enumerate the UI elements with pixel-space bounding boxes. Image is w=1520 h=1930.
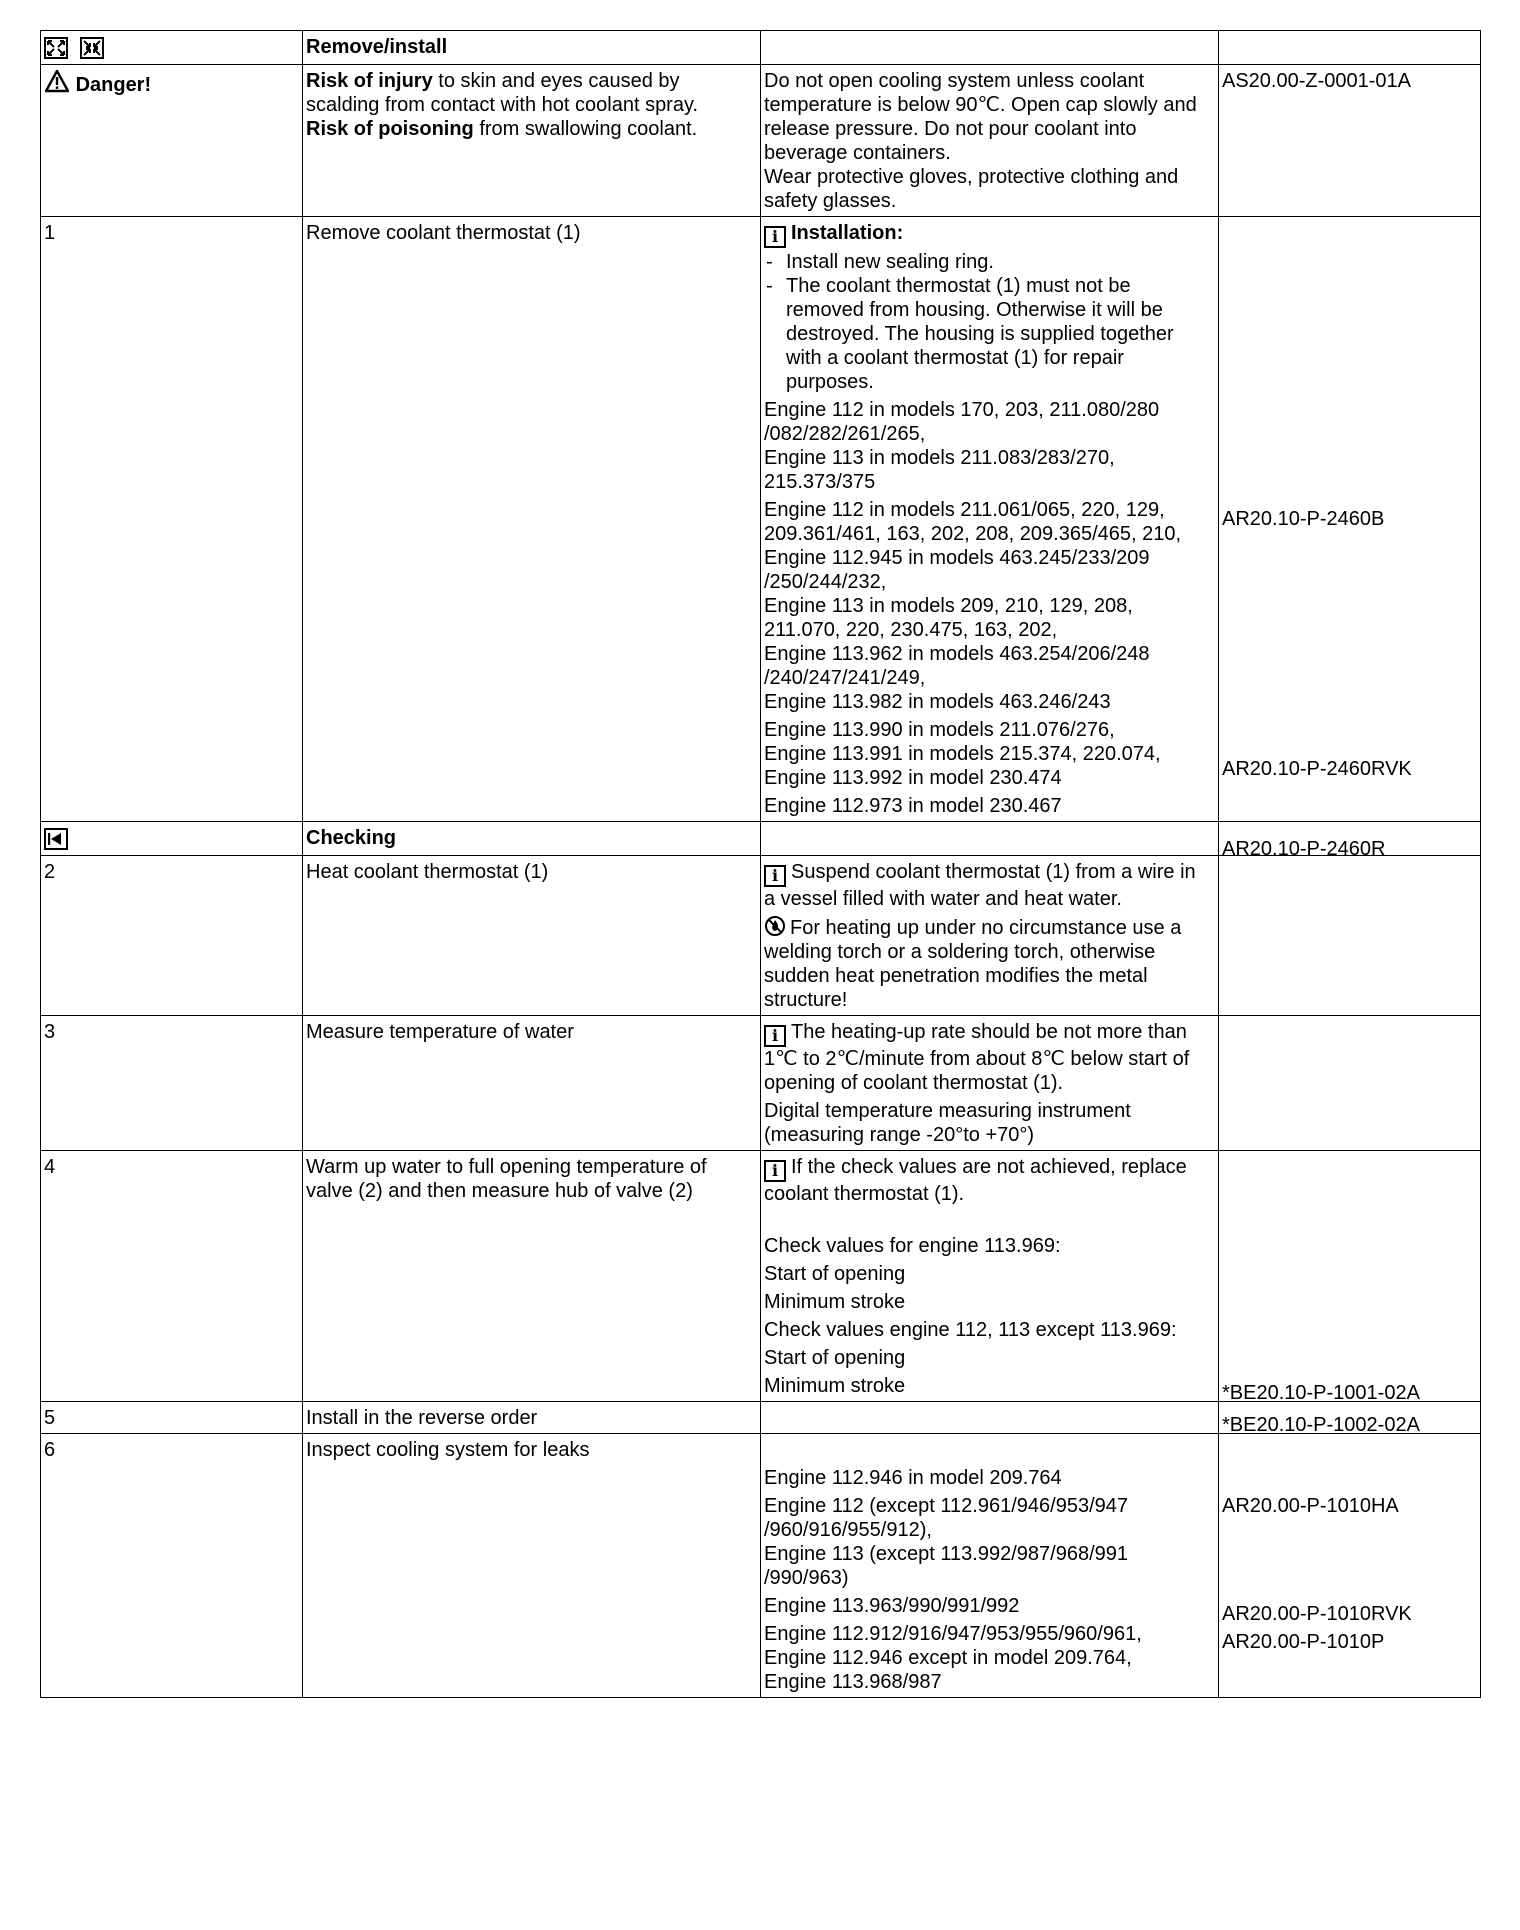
risk-injury-text: to skin and eyes caused by scalding from contact with hot coolant spray. xyxy=(306,70,699,116)
check-start-opening: Start of opening xyxy=(764,1263,906,1285)
header-empty-2 xyxy=(1219,31,1481,65)
step-note: Suspend coolant thermostat (1) from a wire in a vessel filled with water and heat water. xyxy=(764,861,1196,910)
engine-group xyxy=(764,398,1212,494)
danger-ppe: Wear protective gloves, protective clothing and safety glasses. xyxy=(764,166,1179,212)
step-number: 4 xyxy=(41,1151,303,1402)
danger-ref: AS20.00-Z-0001-01A xyxy=(1219,65,1481,217)
danger-label: Danger! xyxy=(75,74,152,96)
engine-line: Engine 112.945 in models 463.245/233/209 /250/244/232, xyxy=(764,547,1150,593)
risk-poisoning-text: from swallowing coolant. xyxy=(473,118,698,140)
risk-injury-label: Risk of injury xyxy=(306,70,433,92)
doc-ref: *BE20.10-P-1001-02A xyxy=(1222,1382,1420,1404)
doc-ref: AR20.00-P-1010RVK xyxy=(1222,1603,1412,1625)
step-note: The heating-up rate should be not more than 1℃ to 2℃/minute from about 8℃ below start of opening of coolant thermostat (1). xyxy=(764,1021,1190,1094)
step-number: 1 xyxy=(41,217,303,822)
step-3-row xyxy=(41,1016,1481,1151)
installation-list xyxy=(764,250,1212,394)
danger-instructions: Do not open cooling system unless coolant temperature is below 90℃. Open cap slowly and release pressure. Do not pour coolant into beverage containers. xyxy=(764,70,1197,164)
step-6-refs xyxy=(1219,1434,1481,1698)
procedure-table xyxy=(40,30,1481,1698)
engine-group xyxy=(764,1466,1212,1490)
danger-row xyxy=(41,65,1481,217)
step-number: 6 xyxy=(41,1434,303,1698)
engine-line: Engine 113.992 in model 230.474 xyxy=(764,767,1062,789)
engine-line: Engine 112 in models 211.061/065, 220, 129, 209.361/461, 163, 202, 208, 209.365/465, 210, xyxy=(764,499,1182,545)
check-start-opening: Start of opening xyxy=(764,1347,906,1369)
doc-ref: AR20.10-P-2460R xyxy=(1222,838,1386,860)
engine-line: Engine 113 in models 211.083/283/270, 215.373/375 xyxy=(764,447,1115,493)
doc-ref: AR20.10-P-2460RVK xyxy=(1222,758,1412,780)
danger-label-cell xyxy=(41,65,303,217)
engine-group xyxy=(764,1594,1212,1618)
checking-icon-cell xyxy=(41,822,303,856)
danger-risk-cell xyxy=(303,65,761,217)
step-note: If the check values are not achieved, replace coolant thermostat (1). xyxy=(764,1156,1187,1205)
step-number: 2 xyxy=(41,856,303,1016)
engine-line: Engine 113.990 in models 211.076/276, xyxy=(764,719,1115,741)
danger-instructions-cell xyxy=(761,65,1219,217)
step-action: Warm up water to full opening temperature of valve (2) and then measure hub of valve (2) xyxy=(303,1151,761,1402)
risk-poisoning-label: Risk of poisoning xyxy=(306,118,474,140)
info-icon: i xyxy=(764,1025,786,1047)
step-6-row xyxy=(41,1434,1481,1698)
step-warning: For heating up under no circumstance use a welding torch or a soldering torch, otherwise sudden heat penetration modifies the metal structure! xyxy=(764,917,1182,1011)
engine-line: Engine 112 in models 170, 203, 211.080/280 /082/282/261/265, xyxy=(764,399,1160,445)
engine-line: Engine 112 (except 112.961/946/953/947 /960/916/955/912), xyxy=(764,1495,1129,1541)
engine-line: Engine 113 in models 209, 210, 129, 208, 211.070, 220, 230.475, 163, 202, xyxy=(764,595,1133,641)
header-icons-cell xyxy=(41,31,303,65)
step-action: Install in the reverse order xyxy=(303,1402,761,1434)
step-1-notes xyxy=(761,217,1219,822)
step-2-refs xyxy=(1219,856,1481,1016)
header-row xyxy=(41,31,1481,65)
header-title: Remove/install xyxy=(303,31,761,65)
engine-line: Engine 113.982 in models 463.246/243 xyxy=(764,691,1111,713)
step-4-row xyxy=(41,1151,1481,1402)
step-1-refs xyxy=(1219,217,1481,860)
measuring-tool: Digital temperature measuring instrument (measuring range -20°to +70°) xyxy=(764,1100,1131,1146)
doc-ref: AR20.10-P-2460B xyxy=(1222,508,1385,530)
step-3-notes xyxy=(761,1016,1219,1151)
list-item: - The coolant thermostat (1) must not be removed from housing. Otherwise it will be destroyed. The housing is supplied together with a coolant thermostat (1) for repair purposes. xyxy=(764,274,1212,394)
step-action: Heat coolant thermostat (1) xyxy=(303,856,761,1016)
engine-line: Engine 113.963/990/991/992 xyxy=(764,1595,1020,1617)
engine-group xyxy=(764,718,1212,790)
check-minimum-stroke: Minimum stroke xyxy=(764,1375,906,1397)
warning-triangle-icon xyxy=(44,69,70,93)
step-action: Remove coolant thermostat (1) xyxy=(303,217,761,822)
engine-line: Engine 113.968/987 xyxy=(764,1671,942,1693)
info-icon: i xyxy=(764,1160,786,1182)
doc-ref: AR20.00-P-1010P xyxy=(1222,1631,1385,1653)
step-1-row xyxy=(41,217,1481,822)
step-4-refs xyxy=(1219,1151,1481,1436)
doc-ref: *BE20.10-P-1002-02A xyxy=(1222,1414,1420,1436)
engine-line: Engine 112.973 in model 230.467 xyxy=(764,795,1062,817)
engine-group xyxy=(764,1622,1212,1694)
check-minimum-stroke: Minimum stroke xyxy=(764,1291,906,1313)
info-icon: i xyxy=(764,226,786,248)
list-item: - Install new sealing ring. xyxy=(764,250,1212,274)
step-number: 3 xyxy=(41,1016,303,1151)
engine-line: Engine 113.991 in models 215.374, 220.074, xyxy=(764,743,1161,765)
doc-ref: AR20.00-P-1010HA xyxy=(1222,1495,1399,1517)
no-flame-icon xyxy=(764,915,786,937)
install-icon xyxy=(80,37,104,59)
step-action: Inspect cooling system for leaks xyxy=(303,1434,761,1698)
step-4-notes xyxy=(761,1151,1219,1402)
engine-line: Engine 112.946 in model 209.764 xyxy=(764,1467,1062,1489)
check-values-title: Check values for engine 113.969: xyxy=(764,1235,1061,1257)
engine-group xyxy=(764,1494,1212,1590)
installation-title: Installation: xyxy=(791,222,904,244)
checking-icon xyxy=(44,828,68,850)
step-2-row xyxy=(41,856,1481,1016)
engine-line: Engine 112.946 except in model 209.764, xyxy=(764,1647,1132,1669)
info-icon: i xyxy=(764,865,786,887)
step-6-notes xyxy=(761,1434,1219,1698)
step-number: 5 xyxy=(41,1402,303,1434)
checking-empty-1 xyxy=(761,822,1219,856)
engine-line: Engine 113 (except 113.992/987/968/991 /990/963) xyxy=(764,1543,1129,1589)
step-3-refs xyxy=(1219,1016,1481,1151)
remove-install-icon xyxy=(44,37,68,59)
step-action: Measure temperature of water xyxy=(303,1016,761,1151)
check-values-title: Check values engine 112, 113 except 113.969: xyxy=(764,1319,1177,1341)
checking-title: Checking xyxy=(303,822,761,856)
engine-group xyxy=(764,498,1212,714)
engine-line: Engine 112.912/916/947/953/955/960/961, xyxy=(764,1623,1142,1645)
step-5-notes xyxy=(761,1402,1219,1434)
step-2-notes xyxy=(761,856,1219,1016)
engine-line: Engine 113.962 in models 463.254/206/248 /240/247/241/249, xyxy=(764,643,1150,689)
engine-group xyxy=(764,794,1212,818)
header-empty-1 xyxy=(761,31,1219,65)
